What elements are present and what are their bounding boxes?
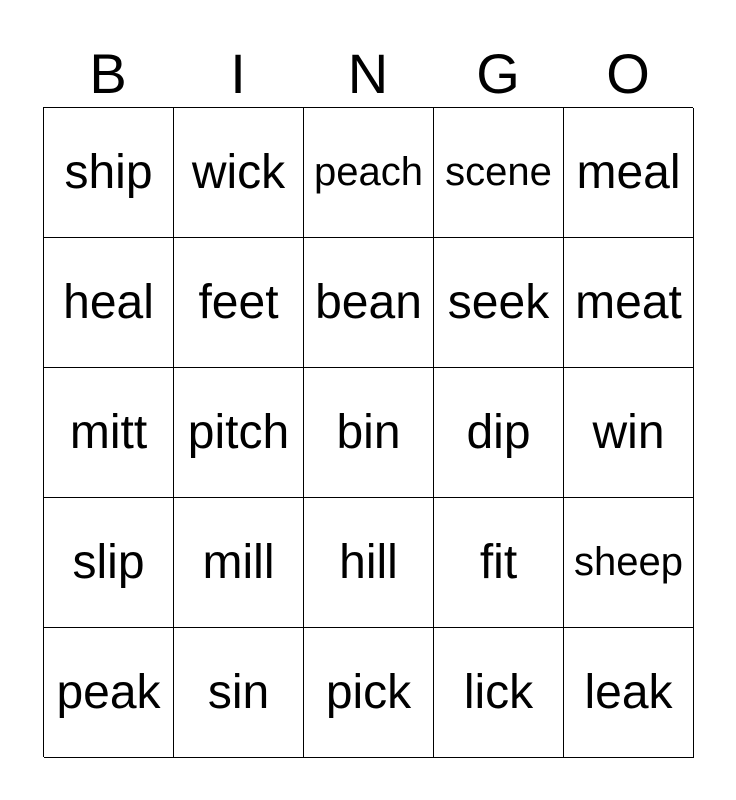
bingo-cell[interactable]: meat [564, 238, 694, 368]
bingo-cell[interactable]: heal [44, 238, 174, 368]
bingo-cell[interactable]: dip [434, 368, 564, 498]
bingo-cell[interactable]: win [564, 368, 694, 498]
bingo-header [43, 40, 693, 108]
bingo-cell[interactable]: bean [304, 238, 434, 368]
bingo-cell[interactable]: hill [304, 498, 434, 628]
bingo-board [43, 107, 693, 757]
bingo-cell[interactable]: fit [434, 498, 564, 628]
bingo-cell[interactable]: slip [44, 498, 174, 628]
bingo-cell[interactable]: peak [44, 628, 174, 758]
header-letter-n: N [347, 42, 389, 105]
header-letter-i: I [230, 42, 246, 105]
bingo-cell[interactable]: mill [174, 498, 304, 628]
bingo-cell[interactable]: sheep [564, 498, 694, 628]
bingo-cell[interactable]: bin [304, 368, 434, 498]
bingo-cell[interactable]: wick [174, 108, 304, 238]
bingo-cell[interactable]: pitch [174, 368, 304, 498]
bingo-cell[interactable]: leak [564, 628, 694, 758]
header-letter-g: G [476, 42, 520, 105]
bingo-cell[interactable]: scene [434, 108, 564, 238]
header-letter-o: O [606, 42, 650, 105]
bingo-cell[interactable]: feet [174, 238, 304, 368]
bingo-cell[interactable]: pick [304, 628, 434, 758]
bingo-cell[interactable]: mitt [44, 368, 174, 498]
bingo-cell[interactable]: sin [174, 628, 304, 758]
bingo-cell[interactable]: seek [434, 238, 564, 368]
bingo-cell[interactable]: lick [434, 628, 564, 758]
header-letter-b: B [89, 42, 127, 105]
bingo-cell[interactable]: meal [564, 108, 694, 238]
bingo-cell[interactable]: ship [44, 108, 174, 238]
bingo-cell[interactable]: peach [304, 108, 434, 238]
